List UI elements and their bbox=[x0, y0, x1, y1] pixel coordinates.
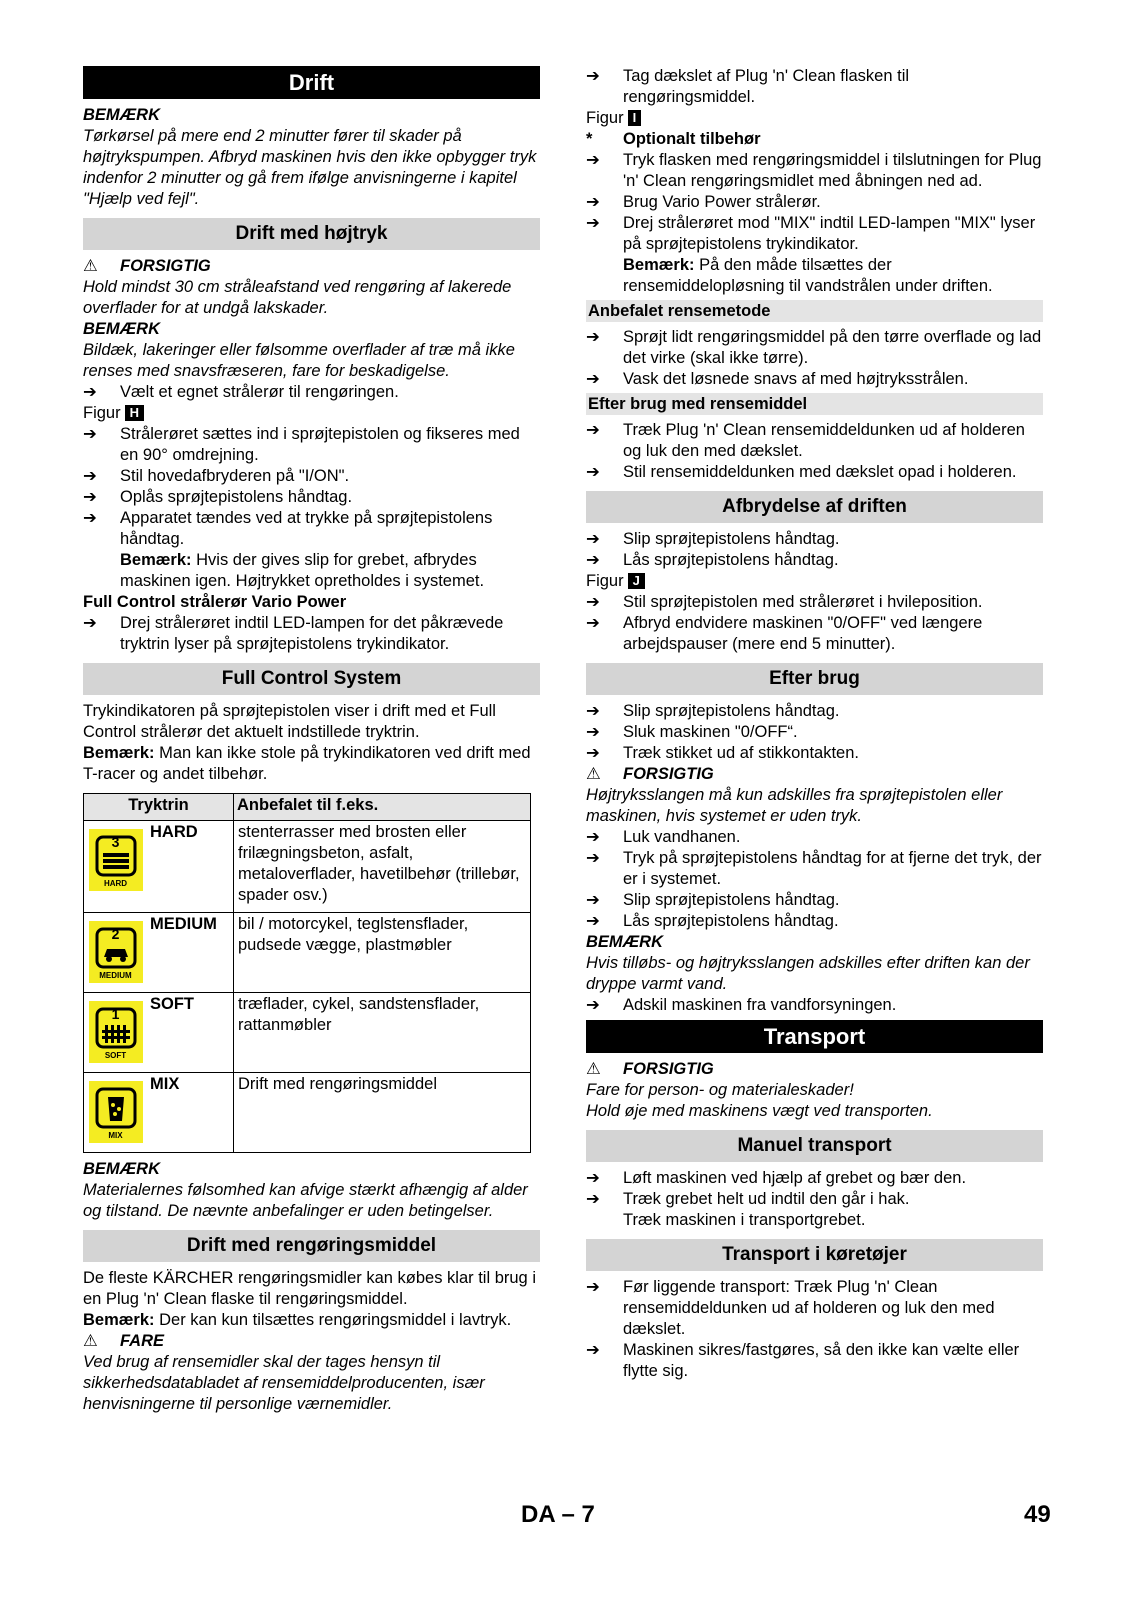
step-text: Oplås sprøjtepistolens håndtag. bbox=[120, 488, 353, 506]
table-cell: Drift med rengøringsmiddel bbox=[234, 1073, 531, 1153]
figure-reference bbox=[586, 108, 1043, 129]
right-column bbox=[586, 66, 1043, 1382]
note-label: Bemærk: bbox=[83, 744, 155, 762]
arrow-icon: ➔ bbox=[83, 488, 97, 506]
danger-text: Ved brug af rensemidler skal der tages hensyn til sikkerhedsdatabladet af rensemiddelproducenten, især henvisningerne til personlige værnemidler. bbox=[83, 1353, 485, 1413]
caution-title: FORSIGTIG bbox=[120, 257, 211, 275]
arrow-icon: ➔ bbox=[586, 463, 600, 481]
note-title: BEMÆRK bbox=[83, 1160, 160, 1178]
list-item bbox=[586, 192, 1043, 213]
step-text: Stil rensemiddeldunken med dækslet opad i holderen. bbox=[623, 463, 1017, 481]
figure-text: Figur bbox=[586, 109, 624, 127]
icon-number: 3 bbox=[111, 834, 120, 850]
step-continuation: Træk maskinen i transportgrebet. bbox=[623, 1211, 866, 1229]
subsection-title-metode: Anbefalet rensemetode bbox=[586, 300, 1043, 322]
warning-icon: ⚠ bbox=[83, 1332, 98, 1350]
section-title-drift: Drift bbox=[83, 66, 540, 99]
step-note bbox=[83, 550, 540, 592]
paragraph: Trykindikatoren på sprøjtepistolen viser i drift med et Full Control strålerør det aktuelt indstillede tryktrin. bbox=[83, 702, 496, 741]
note-label: Bemærk: bbox=[623, 256, 695, 274]
figure-label: H bbox=[125, 405, 144, 421]
step-text: Slip sprøjtepistolens håndtag. bbox=[623, 530, 840, 548]
figure-text: Figur bbox=[586, 572, 624, 590]
arrow-icon: ➔ bbox=[586, 891, 600, 909]
section-title-efter-brug: Efter brug bbox=[586, 663, 1043, 695]
asterisk: * bbox=[586, 130, 593, 148]
footer-page-number: 49 bbox=[1024, 1501, 1051, 1528]
list-item bbox=[586, 529, 1043, 550]
table-cell: træflader, cykel, sandstensflader, rattanmøbler bbox=[234, 993, 531, 1073]
caution-title: FORSIGTIG bbox=[623, 1060, 714, 1078]
caution-heading bbox=[83, 256, 540, 277]
step-text: Vask det løsnede snavs af med højtryksstrålen. bbox=[623, 370, 969, 388]
caution-heading bbox=[586, 1059, 1043, 1080]
table-cell: bil / motorcykel, teglstensflader, pudsede vægge, plastmøbler bbox=[234, 913, 531, 993]
list-item bbox=[83, 382, 540, 403]
list-item bbox=[83, 613, 540, 655]
step-text: Stil sprøjtepistolen med strålerøret i hvileposition. bbox=[623, 593, 983, 611]
note-body: Der kan kun tilsættes rengøringsmiddel i lavtryk. bbox=[154, 1311, 512, 1329]
arrow-icon: ➔ bbox=[83, 614, 97, 632]
list-item bbox=[586, 213, 1043, 255]
caution-text: Hold mindst 30 cm stråleafstand ved rengøring af lakerede overflader for at undgå lakskader. bbox=[83, 278, 512, 317]
table-cell: HARD bbox=[147, 821, 234, 913]
caution-text: Højtryksslangen må kun adskilles fra sprøjtepistolen eller maskinen, hvis systemet er uden tryk. bbox=[586, 786, 1003, 825]
caution-text: Fare for person- og materialeskader! bbox=[586, 1081, 854, 1099]
arrow-icon: ➔ bbox=[586, 67, 600, 85]
figure-label: J bbox=[628, 573, 645, 589]
step-text: Slip sprøjtepistolens håndtag. bbox=[623, 891, 840, 909]
step-text: Tryk flasken med rengøringsmiddel i tilslutningen for Plug 'n' Clean rengøringsmidlet med åbningen ned ad. bbox=[623, 151, 1042, 190]
list-item bbox=[586, 550, 1043, 571]
icon-number: 1 bbox=[111, 1006, 120, 1022]
section-title-fcs: Full Control System bbox=[83, 663, 540, 695]
arrow-icon: ➔ bbox=[83, 509, 97, 527]
table-cell bbox=[84, 993, 148, 1073]
footnote bbox=[586, 129, 1043, 150]
section-title-manuel: Manuel transport bbox=[586, 1130, 1043, 1162]
figure-reference bbox=[83, 403, 540, 424]
arrow-icon: ➔ bbox=[586, 1190, 600, 1208]
paragraph: De fleste KÄRCHER rengøringsmidler kan købes klar til brug i en Plug 'n' Clean flaske til rengøringsmiddel. bbox=[83, 1269, 536, 1308]
section-title-rengoering: Drift med rengøringsmiddel bbox=[83, 1230, 540, 1262]
arrow-icon: ➔ bbox=[586, 912, 600, 930]
table-cell: MIX bbox=[147, 1073, 234, 1153]
section-title-koeretoejer: Transport i køretøjer bbox=[586, 1239, 1043, 1271]
arrow-icon: ➔ bbox=[586, 214, 600, 232]
table-header: Anbefalet til f.eks. bbox=[234, 794, 531, 821]
pressure-level-1-icon bbox=[89, 1001, 143, 1063]
table-row bbox=[84, 913, 531, 993]
table-cell bbox=[84, 913, 148, 993]
paragraph bbox=[83, 743, 540, 785]
pressure-level-3-icon bbox=[89, 829, 143, 891]
arrow-icon: ➔ bbox=[586, 996, 600, 1014]
arrow-icon: ➔ bbox=[586, 723, 600, 741]
note-text: Tørkørsel på mere end 2 minutter fører til skader på højtrykspumpen. Afbryd maskinen hvis den ikke opbygger tryk indenfor 2 minutter og gå frem ifølge anvisningerne i kapitel "Hjælp ved fejl". bbox=[83, 127, 537, 208]
list-item bbox=[586, 743, 1043, 764]
list-item bbox=[586, 462, 1043, 483]
step-text: Tryk på sprøjtepistolens håndtag for at fjerne det tryk, der er i systemet. bbox=[623, 849, 1042, 888]
list-item bbox=[586, 613, 1043, 655]
section-title-hoejtryk: Drift med højtryk bbox=[83, 218, 540, 250]
icon-caption: MEDIUM bbox=[99, 971, 132, 980]
danger-title: FARE bbox=[120, 1332, 165, 1350]
arrow-icon: ➔ bbox=[586, 370, 600, 388]
step-text: Slip sprøjtepistolens håndtag. bbox=[623, 702, 840, 720]
table-cell bbox=[84, 1073, 148, 1153]
step-text: Drej strålerøret mod "MIX" indtil LED-lampen "MIX" lyser på sprøjtepistolens trykindikator. bbox=[623, 214, 1036, 253]
table-cell: MEDIUM bbox=[147, 913, 234, 993]
list-item bbox=[586, 66, 1043, 108]
table-cell: SOFT bbox=[147, 993, 234, 1073]
list-item bbox=[586, 1189, 1043, 1210]
left-column bbox=[83, 66, 540, 1415]
note-text: Hvis tilløbs- og højtryksslangen adskilles efter driften kan der dryppe varmt vand. bbox=[586, 954, 1030, 993]
list-item bbox=[586, 1168, 1043, 1189]
pressure-level-2-icon bbox=[89, 921, 143, 983]
note-label: Bemærk: bbox=[120, 551, 192, 569]
list-item bbox=[586, 369, 1043, 390]
arrow-icon: ➔ bbox=[83, 425, 97, 443]
note-title: BEMÆRK bbox=[83, 106, 160, 124]
optional-accessory: Optionalt tilbehør bbox=[623, 130, 761, 148]
step-text: Sprøjt lidt rengøringsmiddel på den tørre overflade og lad det virke (skal ikke tørre). bbox=[623, 328, 1042, 367]
step-text: Afbryd endvidere maskinen "0/OFF" ved længere arbejdspauser (mere end 5 minutter). bbox=[623, 614, 983, 653]
step-text: Vælt et egnet strålerør til rengøringen. bbox=[120, 383, 399, 401]
step-text: Sluk maskinen "0/OFF“. bbox=[623, 723, 798, 741]
icon-caption: MIX bbox=[108, 1131, 123, 1140]
list-item bbox=[586, 722, 1043, 743]
step-text: Før liggende transport: Træk Plug 'n' Clean rensemiddeldunken ud af holderen og luk den med dækslet. bbox=[623, 1278, 995, 1338]
list-item bbox=[83, 508, 540, 550]
arrow-icon: ➔ bbox=[586, 151, 600, 169]
arrow-icon: ➔ bbox=[586, 1278, 600, 1296]
step-text: Træk Plug 'n' Clean rensemiddeldunken ud af holderen og luk den med dækslet. bbox=[623, 421, 1025, 460]
note-body: Man kan ikke stole på trykindikatoren ved drift med T-racer og andet tilbehør. bbox=[83, 744, 531, 783]
table-row bbox=[84, 821, 531, 913]
table-row bbox=[84, 993, 531, 1073]
table-cell: stenterrasser med brosten eller frilægningsbeton, asfalt, metaloverflader, havetilbehør (trillebør, spader osv.) bbox=[234, 821, 531, 913]
icon-caption: HARD bbox=[103, 879, 128, 888]
note-body: Hvis der gives slip for grebet, afbrydes maskinen igen. Højtrykket opretholdes i systemet. bbox=[120, 551, 485, 590]
list-item bbox=[586, 848, 1043, 890]
list-item bbox=[586, 701, 1043, 722]
subsection-title-efter-rense: Efter brug med rensemiddel bbox=[586, 393, 1043, 415]
arrow-icon: ➔ bbox=[586, 421, 600, 439]
note-title: BEMÆRK bbox=[83, 320, 160, 338]
arrow-icon: ➔ bbox=[586, 328, 600, 346]
step-note bbox=[586, 255, 1043, 297]
list-item bbox=[586, 995, 1043, 1016]
paragraph bbox=[83, 1310, 540, 1331]
warning-icon: ⚠ bbox=[586, 765, 601, 783]
detergent-mix-icon bbox=[89, 1081, 143, 1143]
arrow-icon: ➔ bbox=[586, 744, 600, 762]
step-text: Luk vandhanen. bbox=[623, 828, 741, 846]
subheading: Full Control strålerør Vario Power bbox=[83, 593, 347, 611]
section-title-transport: Transport bbox=[586, 1020, 1043, 1053]
arrow-icon: ➔ bbox=[586, 193, 600, 211]
list-item bbox=[586, 911, 1043, 932]
arrow-icon: ➔ bbox=[586, 530, 600, 548]
list-item bbox=[586, 827, 1043, 848]
list-item bbox=[586, 592, 1043, 613]
icon-caption: SOFT bbox=[104, 1051, 127, 1060]
footer-language-page: DA – 7 bbox=[521, 1501, 595, 1528]
table-header-row bbox=[84, 794, 531, 821]
caution-title: FORSIGTIG bbox=[623, 765, 714, 783]
list-item bbox=[586, 327, 1043, 369]
note-title: BEMÆRK bbox=[586, 933, 663, 951]
table-header: Tryktrin bbox=[84, 794, 234, 821]
icon-number: 2 bbox=[111, 926, 120, 942]
step-text: Stil hovedafbryderen på "I/ON". bbox=[120, 467, 350, 485]
pressure-table bbox=[83, 793, 531, 1153]
note-text: Bildæk, lakeringer eller følsomme overflader af træ må ikke renses med snavsfræseren, fare for beskadigelse. bbox=[83, 341, 515, 380]
step-text: Maskinen sikres/fastgøres, så den ikke kan vælte eller flytte sig. bbox=[623, 1341, 1020, 1380]
figure-text: Figur bbox=[83, 404, 121, 422]
step-text: Løft maskinen ved hjælp af grebet og bær den. bbox=[623, 1169, 967, 1187]
step-text: Tag dækslet af Plug 'n' Clean flasken til rengøringsmiddel. bbox=[623, 67, 910, 106]
table-row bbox=[84, 1073, 531, 1153]
list-item bbox=[83, 466, 540, 487]
list-item bbox=[586, 890, 1043, 911]
list-item bbox=[83, 487, 540, 508]
figure-reference bbox=[586, 571, 1043, 592]
section-title-afbrydelse: Afbrydelse af driften bbox=[586, 491, 1043, 523]
arrow-icon: ➔ bbox=[586, 849, 600, 867]
arrow-icon: ➔ bbox=[586, 1169, 600, 1187]
note-label: Bemærk: bbox=[83, 1311, 155, 1329]
step-text: Apparatet tændes ved at trykke på sprøjtepistolens håndtag. bbox=[120, 509, 493, 548]
list-item bbox=[586, 1340, 1043, 1382]
arrow-icon: ➔ bbox=[83, 383, 97, 401]
arrow-icon: ➔ bbox=[586, 593, 600, 611]
warning-icon: ⚠ bbox=[83, 257, 98, 275]
note-text: Materialernes følsomhed kan afvige stærkt afhængig af alder og tilstand. De nævnte anbefalinger er uden betingelser. bbox=[83, 1181, 528, 1220]
table-cell bbox=[84, 821, 148, 913]
step-text: Drej strålerøret indtil LED-lampen for det påkrævede tryktrin lyser på sprøjtepistolens trykindikator. bbox=[120, 614, 504, 653]
arrow-icon: ➔ bbox=[586, 1341, 600, 1359]
arrow-icon: ➔ bbox=[586, 551, 600, 569]
figure-label: I bbox=[628, 110, 642, 126]
step-text: Træk grebet helt ud indtil den går i hak. bbox=[623, 1190, 910, 1208]
list-item bbox=[83, 424, 540, 466]
caution-text: Hold øje med maskinens vægt ved transporten. bbox=[586, 1102, 933, 1120]
step-text: Adskil maskinen fra vandforsyningen. bbox=[623, 996, 897, 1014]
step-text: Træk stikket ud af stikkontakten. bbox=[623, 744, 859, 762]
caution-heading bbox=[586, 764, 1043, 785]
step-text: Lås sprøjtepistolens håndtag. bbox=[623, 551, 839, 569]
arrow-icon: ➔ bbox=[83, 467, 97, 485]
arrow-icon: ➔ bbox=[586, 828, 600, 846]
list-item bbox=[586, 1277, 1043, 1340]
list-item bbox=[586, 420, 1043, 462]
danger-heading bbox=[83, 1331, 540, 1352]
arrow-icon: ➔ bbox=[586, 702, 600, 720]
arrow-icon: ➔ bbox=[586, 614, 600, 632]
step-text: Brug Vario Power strålerør. bbox=[623, 193, 821, 211]
note-body: På den måde tilsættes der rensemiddelopløsning til vandstrålen under driften. bbox=[623, 256, 993, 295]
step-text: Lås sprøjtepistolens håndtag. bbox=[623, 912, 839, 930]
step-text: Strålerøret sættes ind i sprøjtepistolen og fikseres med en 90° omdrejning. bbox=[120, 425, 520, 464]
list-item bbox=[586, 150, 1043, 192]
warning-icon: ⚠ bbox=[586, 1060, 601, 1078]
